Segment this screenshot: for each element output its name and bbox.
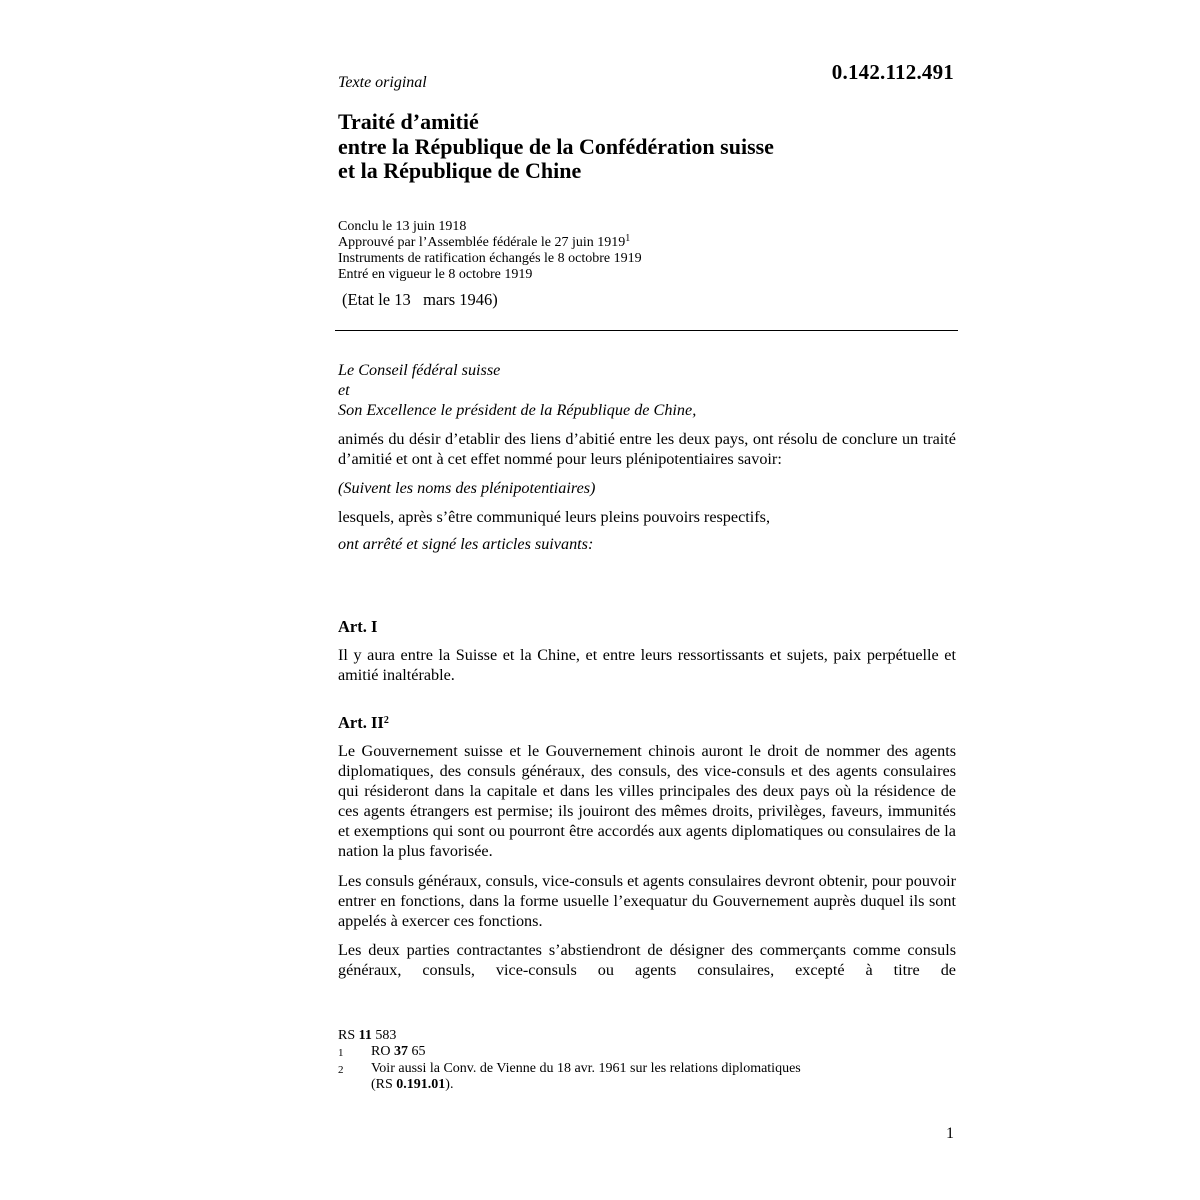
page-number: 1 (946, 1125, 954, 1142)
article-heading (338, 617, 377, 637)
ratification-date: Instruments de ratification échangés le 8 octobre 1919 (338, 251, 642, 266)
rs-number: 11 (358, 1028, 372, 1043)
original-text-label: Texte original (338, 74, 427, 91)
party-conjunction: et (338, 381, 350, 399)
article-paragraph: Les consuls généraux, consuls, vice-consuls et agents consulaires devront obtenir, pour pouvoir entrer en fonctions, dans la forme usuelle l’exequatur du Gouvernement auprès duquel ils sont appelés à exercer ces fonctions. (338, 872, 956, 930)
footnote-bold: 37 (393, 1044, 408, 1059)
in-force-date: Entré en vigueur le 8 octobre 1919 (338, 267, 533, 282)
preamble-communicated: lesquels, après s’être communiqué leurs pleins pouvoirs respectifs, (338, 508, 771, 526)
footnote-prefix: RO (371, 1044, 394, 1059)
document-title (338, 110, 958, 184)
footnote-bold: 0.191.01 (396, 1077, 446, 1092)
status-date: (Etat le 13 mars 1946) (342, 290, 498, 309)
footnote-line: Voir aussi la Conv. de Vienne du 18 avr. 1961 sur les relations diplomatiques (371, 1061, 801, 1076)
footnote-prefix: (RS (371, 1077, 397, 1092)
article-heading-text: Art. I (338, 617, 378, 636)
approval-date (338, 235, 958, 251)
footnote-suffix: 65 (407, 1044, 426, 1059)
footnote-text (371, 1061, 958, 1093)
rs-reference (338, 1028, 958, 1044)
footnote-ref[interactable]: 1 (625, 233, 631, 244)
footnote-item (338, 1044, 958, 1061)
footnote-suffix: ). (445, 1077, 454, 1092)
article-heading (338, 713, 389, 733)
title-line: entre la République de la Confédération suisse (338, 133, 774, 159)
concluded-date: Conclu le 13 juin 1918 (338, 219, 467, 234)
footnote-line (371, 1077, 958, 1093)
rs-prefix: RS (338, 1028, 359, 1043)
article-heading-text: Art. II (338, 713, 384, 732)
preamble-parties (338, 360, 956, 420)
preamble-agreed: ont arrêté et signé les articles suivants: (338, 535, 594, 553)
treaty-metadata (338, 219, 958, 283)
document-number: 0.142.112.491 (831, 60, 954, 84)
preamble-intent: animés du désir d’etablir des liens d’abitié entre les deux pays, ont résolu de conclure un traité d’amitié et ont à cet effet nommé pour leurs plénipotentiaires savoir: (338, 430, 956, 468)
footnote-item (338, 1061, 958, 1093)
header-divider (335, 330, 958, 331)
footnotes (338, 1028, 958, 1093)
party-swiss: Le Conseil fédéral suisse (338, 361, 501, 379)
article-paragraph: Les deux parties contractantes s’abstiendront de désigner des commerçants comme consuls généraux, consuls, vice-consuls ou agents consulaires, excepté à titre de (338, 941, 956, 979)
title-line: Traité d’amitié (338, 109, 479, 134)
party-china: Son Excellence le président de la République de Chine, (338, 401, 697, 419)
footnote-number: 2 (338, 1064, 344, 1076)
article-paragraph: Il y aura entre la Suisse et la Chine, et entre leurs ressortissants et sujets, paix perpétuelle et amitié inaltérable. (338, 646, 956, 684)
rs-suffix: 583 (371, 1028, 397, 1043)
footnote-number: 1 (338, 1047, 344, 1059)
preamble-names-note: (Suivent les noms des plénipotentiaires) (338, 479, 596, 497)
title-line: et la République de Chine (338, 158, 582, 183)
approval-text: Approuvé par l’Assemblée fédérale le 27 juin 1919 (338, 235, 626, 250)
article-paragraph: Le Gouvernement suisse et le Gouvernement chinois auront le droit de nommer des agents diplomatiques, des consuls généraux, des consuls, des vice-consuls et des agents consulaires qui résideront dans la capitale et dans les villes principales des deux pays où la résidence de ces agents étrangers est permise; ils jouiront des mêmes droits, privilèges, faveurs, immunités et exemptions qui sont ou pourront être accordés aux agents diplomatiques ou consulaires de la nation la plus favorisée. (338, 742, 956, 860)
footnote-text (371, 1044, 958, 1061)
footnote-ref[interactable]: 2 (383, 715, 389, 726)
